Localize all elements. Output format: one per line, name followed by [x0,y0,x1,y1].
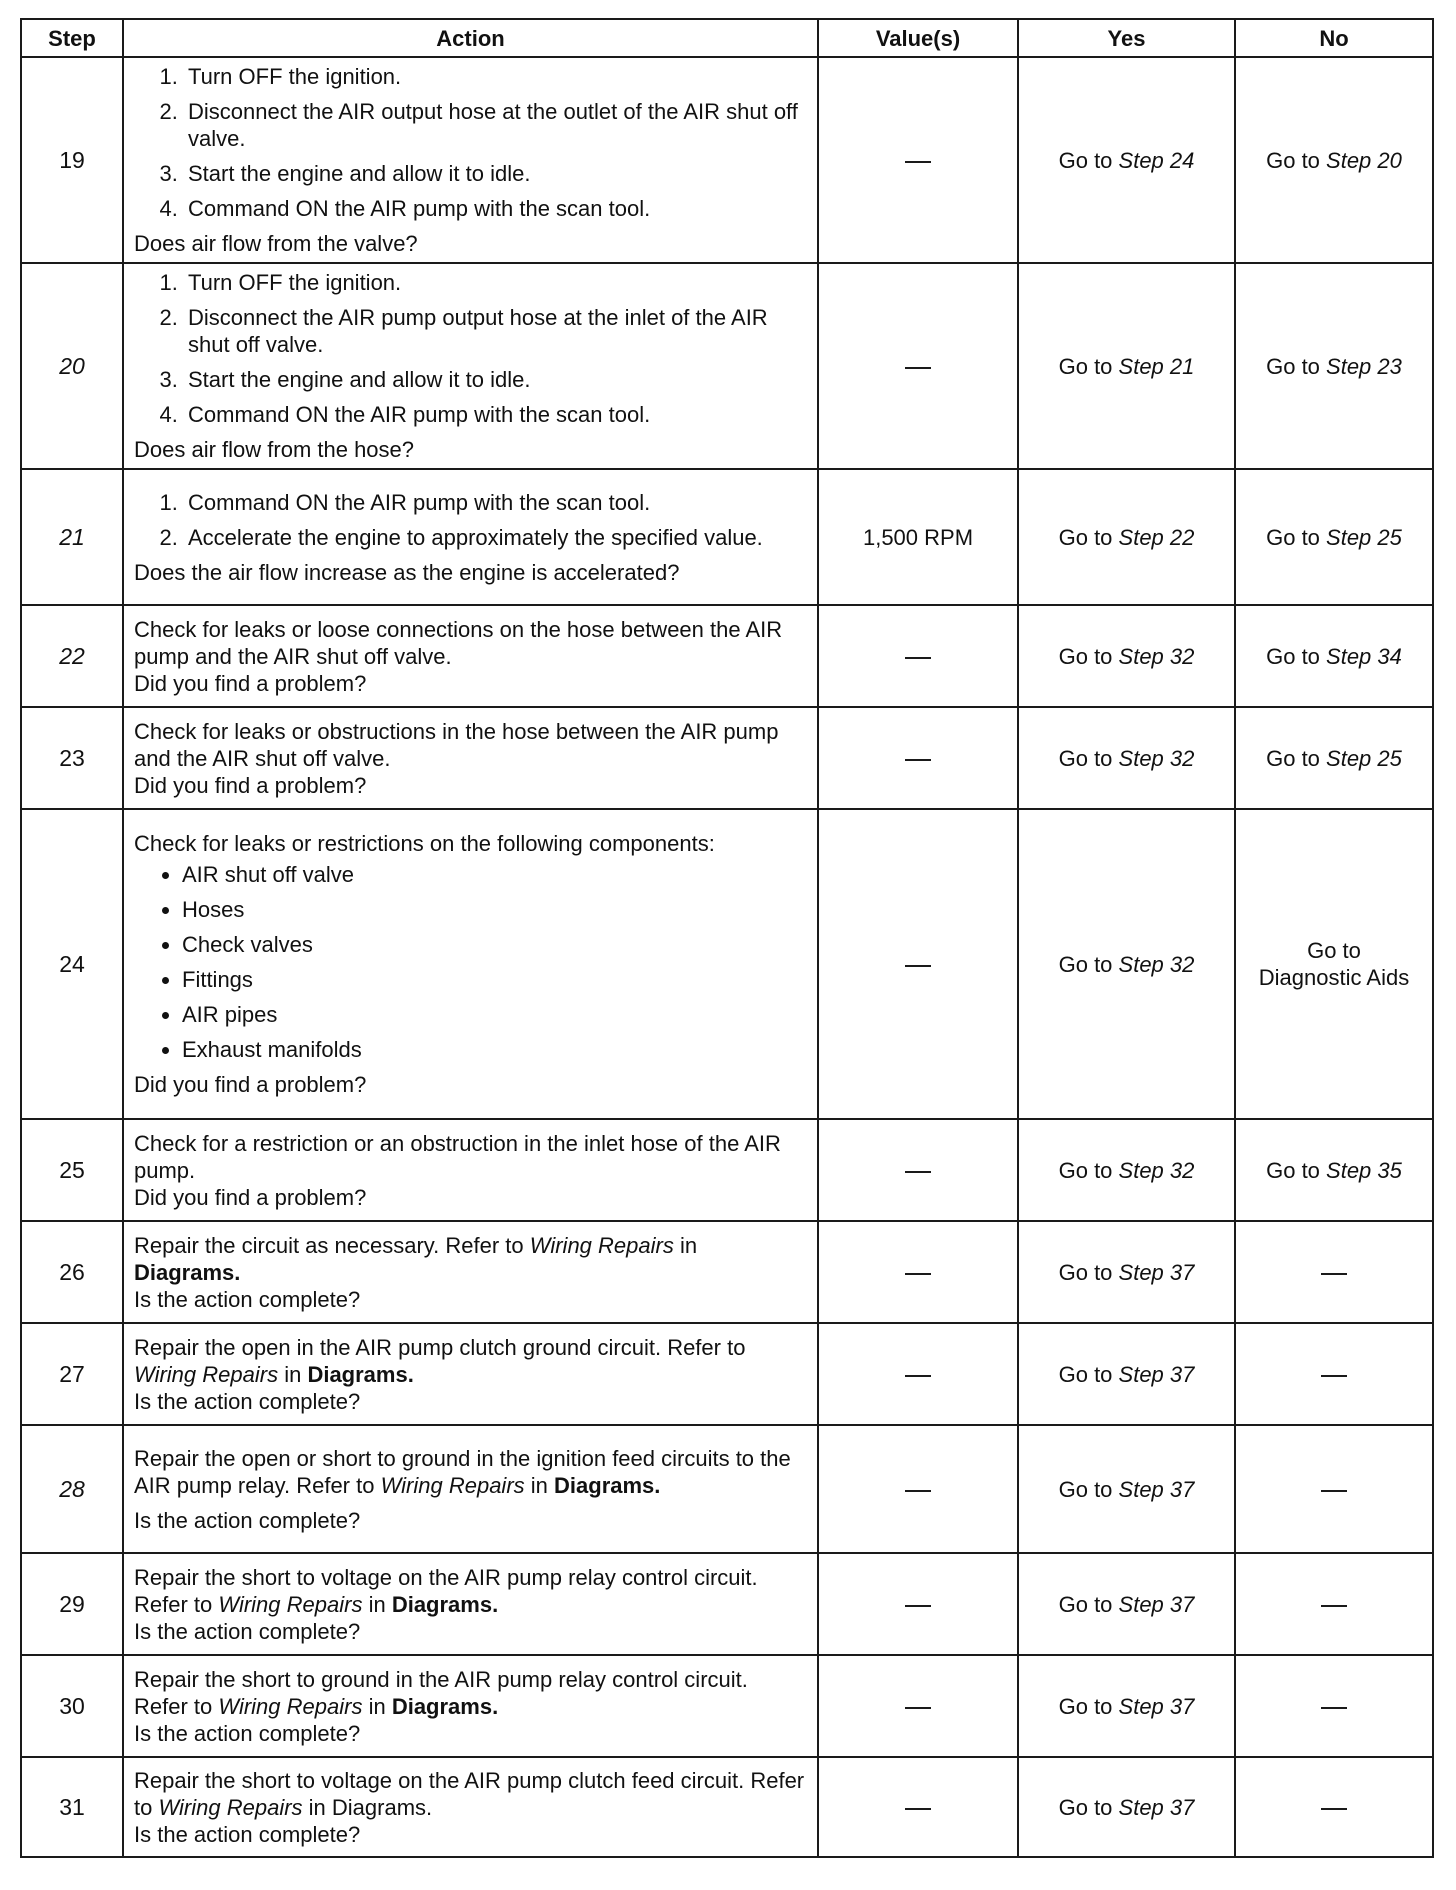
empty-dash [1321,1707,1347,1709]
action-question: Does air flow from the valve? [134,231,418,256]
yes-cell [1018,57,1235,263]
action-question: Does the air flow increase as the engine is accelerated? [134,559,680,585]
empty-dash [905,1707,931,1709]
yes-step-link: Step 24 [1118,147,1195,173]
empty-dash [1321,1273,1347,1275]
yes-cell [1018,1757,1235,1857]
yes-prefix: Go to [1058,1157,1119,1183]
action-question: Is the action complete? [134,1286,361,1312]
no-step-link: Step 25 [1326,524,1402,550]
header-row [21,19,1433,57]
action-item: 4. Command ON the AIR pump with the scan tool. [184,195,807,222]
no-cell [1235,1119,1433,1221]
no-prefix: Go to [1266,353,1327,379]
ref-end: . [492,1693,499,1719]
step-number: 30 [21,1655,123,1757]
yes-step-link: Step 32 [1118,745,1195,771]
yes-step-link: Step 37 [1118,1259,1195,1285]
component-item: • Fittings [182,966,807,993]
yes-prefix: Go to [1058,951,1119,977]
ref-in: in [362,1591,392,1617]
yes-prefix: Go to [1058,643,1119,669]
yes-step-link: Step 37 [1118,1476,1195,1502]
yes-prefix: Go to [1058,353,1119,379]
action-text [134,1445,807,1499]
action-item: 1. Turn OFF the ignition. [184,63,807,90]
step-number: 25 [21,1119,123,1221]
yes-step-link: Step 22 [1118,524,1195,550]
action-cell [123,605,818,707]
action-cell [123,469,818,605]
action-item: 2. Disconnect the AIR output hose at the outlet of the AIR shut off valve. [184,98,807,152]
no-step-link: Step 23 [1326,353,1402,379]
step-number: 23 [21,707,123,809]
step-number: 20 [21,263,123,469]
yes-prefix: Go to [1058,1476,1119,1502]
action-item: 1. Turn OFF the ignition. [184,269,807,296]
ref-in: in [278,1361,308,1387]
table-row [21,1323,1433,1425]
yes-prefix: Go to [1058,147,1119,173]
action-question: Does air flow from the hose? [134,437,415,462]
no-cell [1235,1757,1433,1857]
yes-step-link: Step 37 [1118,1693,1195,1719]
empty-dash [905,1490,931,1492]
no-cell [1235,469,1433,605]
action-question: Did you find a problem? [134,1184,367,1210]
empty-dash [905,657,931,659]
no-prefix: Go to [1266,643,1327,669]
diagrams-ref: Diagrams [391,1591,493,1617]
action-text-main: Repair the short to voltage on the AIR pump clutch feed circuit. Refer to [134,1767,805,1820]
empty-dash [905,965,931,967]
action-question: Is the action complete? [134,1720,361,1746]
empty-dash [1321,1375,1347,1377]
component-item: • AIR shut off valve [182,861,807,888]
no-prefix: Go to [1266,745,1327,771]
diagrams-ref: Diagrams [554,1472,655,1498]
empty-dash [1321,1808,1347,1810]
header-step: Step [21,19,123,57]
action-item: 1. Command ON the AIR pump with the scan tool. [184,489,807,516]
action-cell [123,1425,818,1553]
action-item: 3. Start the engine and allow it to idle. [184,160,807,187]
yes-step-link: Step 32 [1118,643,1195,669]
step-number: 27 [21,1323,123,1425]
yes-prefix: Go to [1058,1591,1119,1617]
no-cell [1235,57,1433,263]
step-number: 22 [21,605,123,707]
table-row [21,469,1433,605]
value-cell [818,605,1018,707]
yes-cell [1018,1425,1235,1553]
no-step-link: Step 20 [1326,147,1402,173]
step-number: 31 [21,1757,123,1857]
yes-cell [1018,1119,1235,1221]
action-question: Is the action complete? [134,1388,361,1414]
header-yes: Yes [1018,19,1235,57]
value-cell [818,809,1018,1119]
action-cell [123,57,818,263]
no-cell [1235,1425,1433,1553]
step-number: 24 [21,809,123,1119]
action-text [134,1767,807,1821]
yes-step-link: Step 32 [1118,951,1195,977]
table-row [21,605,1433,707]
yes-step-link: Step 37 [1118,1591,1195,1617]
yes-prefix: Go to [1058,1794,1119,1820]
component-item: • Exhaust manifolds [182,1036,807,1063]
empty-dash [905,759,931,761]
table-row [21,263,1433,469]
diagrams-ref: Diagrams [391,1693,493,1719]
action-question: Is the action complete? [134,1821,361,1847]
action-cell [123,1553,818,1655]
empty-dash [905,1273,931,1275]
action-text-main: Repair the open in the AIR pump clutch ground circuit. Refer to [134,1334,746,1360]
yes-step-link: Step 37 [1118,1361,1195,1387]
value-cell [818,1119,1018,1221]
action-cell [123,1119,818,1221]
yes-prefix: Go to [1058,1259,1119,1285]
yes-cell [1018,1553,1235,1655]
action-question: Did you find a problem? [134,670,367,696]
wiring-repairs-ref: Wiring Repairs [529,1232,674,1258]
no-cell [1235,809,1433,1119]
yes-step-link: Step 37 [1118,1794,1195,1820]
empty-dash [905,367,931,369]
diagnostic-table [20,18,1434,1858]
no-cell [1235,605,1433,707]
action-item: 3. Start the engine and allow it to idle. [184,366,807,393]
value-cell [818,1221,1018,1323]
action-question: Is the action complete? [134,1618,361,1644]
action-cell [123,1323,818,1425]
diagrams-ref: Diagrams [307,1361,408,1387]
action-text: Check for leaks or obstructions in the hose between the AIR pump and the AIR shut off valve. [134,718,779,771]
step-number: 29 [21,1553,123,1655]
action-text [134,1564,807,1618]
header-values: Value(s) [818,19,1018,57]
yes-cell [1018,469,1235,605]
step-number: 26 [21,1221,123,1323]
empty-dash [905,161,931,163]
action-text [134,1232,807,1286]
yes-step-link: Step 21 [1118,353,1195,379]
wiring-repairs-ref: Wiring Repairs [380,1472,525,1498]
yes-prefix: Go to [1058,1693,1119,1719]
step-number: 21 [21,469,123,605]
yes-cell [1018,263,1235,469]
ref-in: in [302,1794,332,1820]
action-cell [123,1757,818,1857]
no-cell [1235,263,1433,469]
yes-prefix: Go to [1058,524,1119,550]
value-cell [818,1323,1018,1425]
action-question: Is the action complete? [134,1507,361,1533]
empty-dash [1321,1490,1347,1492]
table-row [21,1757,1433,1857]
header-action: Action [123,19,818,57]
action-cell [123,1221,818,1323]
no-prefix: Go to [1266,147,1327,173]
action-question: Did you find a problem? [134,1072,367,1097]
action-text: Check for leaks or loose connections on the hose between the AIR pump and the AIR shut off valve. [134,616,783,669]
value-cell: 1,500 RPM [818,469,1018,605]
diagnostic-aids-link: Diagnostic Aids [1258,965,1410,990]
ref-end: . [654,1472,661,1498]
empty-dash [905,1375,931,1377]
table-row [21,57,1433,263]
yes-cell [1018,1221,1235,1323]
table-row [21,707,1433,809]
ref-end: . [234,1259,241,1285]
value-cell [818,1553,1018,1655]
action-text [134,1334,807,1388]
yes-step-link: Step 32 [1118,1157,1195,1183]
empty-dash [905,1171,931,1173]
action-cell [123,263,818,469]
component-item: • AIR pipes [182,1001,807,1028]
no-step-link: Step 34 [1326,643,1402,669]
value-cell [818,707,1018,809]
action-text-main: Repair the open or short to ground in the ignition feed circuits to the AIR pump relay. Refer to [134,1445,791,1498]
action-cell [123,1655,818,1757]
value-cell [818,1757,1018,1857]
no-cell [1235,1323,1433,1425]
action-text-main: Repair the short to ground in the AIR pump relay control circuit. Refer to [134,1666,748,1719]
step-number: 28 [21,1425,123,1553]
component-item: • Hoses [182,896,807,923]
action-item: 4. Command ON the AIR pump with the scan tool. [184,401,807,428]
action-text: Check for a restriction or an obstruction in the inlet hose of the AIR pump. [134,1130,781,1183]
table-row [21,1221,1433,1323]
no-prefix: Go to [1307,938,1361,963]
no-cell [1235,1655,1433,1757]
no-cell [1235,1221,1433,1323]
no-step-link: Step 35 [1326,1157,1402,1183]
wiring-repairs-ref: Wiring Repairs [218,1591,363,1617]
step-number: 19 [21,57,123,263]
action-cell [123,809,818,1119]
action-item: 2. Accelerate the engine to approximately the specified value. [184,524,807,551]
value-cell [818,1655,1018,1757]
yes-cell [1018,1655,1235,1757]
table-row [21,1553,1433,1655]
yes-cell [1018,605,1235,707]
no-cell [1235,1553,1433,1655]
empty-dash [905,1605,931,1607]
empty-dash [905,1808,931,1810]
value-cell [818,1425,1018,1553]
diagrams-ref: Diagrams [134,1259,235,1285]
yes-cell [1018,809,1235,1119]
yes-cell [1018,1323,1235,1425]
wiring-repairs-ref: Wiring Repairs [218,1693,363,1719]
yes-prefix: Go to [1058,1361,1119,1387]
empty-dash [1321,1605,1347,1607]
ref-in: in [524,1472,555,1498]
ref-end: . [407,1361,414,1387]
no-prefix: Go to [1266,524,1327,550]
table-row [21,1119,1433,1221]
ref-end: . [492,1591,499,1617]
no-step-link: Step 25 [1326,745,1402,771]
yes-prefix: Go to [1058,745,1119,771]
no-cell [1235,707,1433,809]
table-row [21,809,1433,1119]
action-text [134,1666,807,1720]
ref-end: . [426,1794,433,1820]
table-row [21,1425,1433,1553]
no-prefix: Go to [1266,1157,1327,1183]
table-row [21,1655,1433,1757]
action-text-main: Repair the circuit as necessary. Refer to [134,1232,530,1258]
value-cell [818,57,1018,263]
wiring-repairs-ref: Wiring Repairs [134,1361,279,1387]
action-item: 2. Disconnect the AIR pump output hose at the inlet of the AIR shut off valve. [184,304,807,358]
component-item: • Check valves [182,931,807,958]
yes-cell [1018,707,1235,809]
action-cell [123,707,818,809]
ref-in: in [673,1232,698,1258]
action-text: Check for leaks or restrictions on the following components: [134,831,715,856]
wiring-repairs-ref: Wiring Repairs [158,1794,303,1820]
action-question: Did you find a problem? [134,772,367,798]
diagrams-ref: Diagrams [331,1794,427,1820]
header-no: No [1235,19,1433,57]
ref-in: in [362,1693,392,1719]
action-text-main: Repair the short to voltage on the AIR pump relay control circuit. Refer to [134,1564,758,1617]
value-cell [818,263,1018,469]
